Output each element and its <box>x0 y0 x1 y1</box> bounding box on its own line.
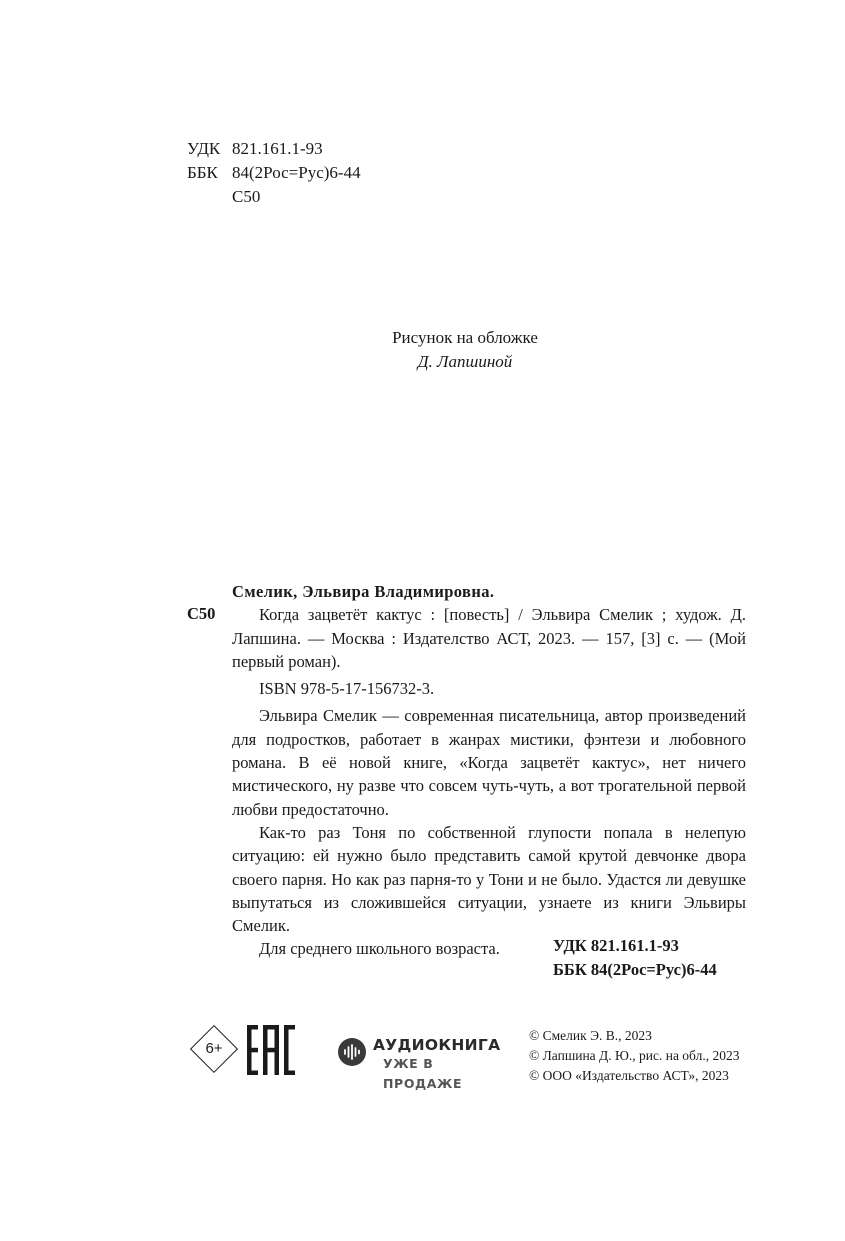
udk-row <box>553 934 717 958</box>
record-cutter: С50 <box>187 604 216 623</box>
annotation-paragraph: Эльвира Смелик — современная писательница, автор произведений для подростков, работает в жанрах мистики, фэнтези и любовного романа. В её новой книге, «Когда зацветёт кактус», нет ничего мистического, ну разве что совсем чуть-чуть, а вот трогательной первой любви предостаточно. <box>232 706 746 819</box>
bbk-value: 84(2Рос=Рус)6-44 <box>590 960 717 979</box>
bibliographic-record <box>232 580 746 961</box>
copyright-line: © Смелик Э. В., 2023 <box>529 1028 652 1043</box>
author-heading: Смелик, Эльвира Владимировна. <box>232 582 495 601</box>
copyright-line: © ООО «Издательство АСТ», 2023 <box>529 1068 729 1083</box>
bibliographic-entry: Когда зацветёт кактус : [повесть] / Эльвира Смелик ; худож. Д. Лапшина. — Москва : Издателство АСТ, 2023. — 157, [3] с. — (Мой первый роман). <box>232 605 746 671</box>
bbk-value: 84(2Рос=Рус)6-44 <box>232 163 361 182</box>
copyright-block <box>529 1026 739 1086</box>
audiobook-title: АУДИОКНИГА <box>373 1036 501 1054</box>
udk-value: 821.161.1-93 <box>590 936 679 955</box>
isbn: ISBN 978-5-17-156732-3. <box>259 679 435 699</box>
bbk-row <box>187 161 361 185</box>
audience-note: Для среднего школьного возраста. <box>259 939 500 959</box>
illustration-credit <box>0 326 845 374</box>
udk-value: 821.161.1-93 <box>232 139 323 158</box>
copyright-line: © Лапшина Д. Ю., рис. на обл., 2023 <box>529 1048 740 1063</box>
udk-label: УДК <box>187 139 221 158</box>
age-rating-badge <box>189 1024 239 1074</box>
bbk-label: ББК <box>553 960 587 979</box>
audiobook-subtitle: УЖЕ В ПРОДАЖЕ <box>383 1056 463 1091</box>
udk-row <box>187 137 361 161</box>
eac-mark-icon <box>246 1024 296 1076</box>
cutter-code: С50 <box>232 187 261 206</box>
classification-codes <box>553 934 717 982</box>
bbk-row <box>553 958 717 982</box>
illustration-credit-line1: Рисунок на обложке <box>392 328 538 347</box>
header-codes <box>187 137 361 209</box>
age-rating-text: 6+ <box>205 1040 223 1057</box>
illustration-credit-line2: Д. Лапшиной <box>417 352 513 371</box>
bbk-label: ББК <box>187 163 218 182</box>
udk-label: УДК <box>553 936 587 955</box>
audio-wave-icon <box>337 1037 367 1067</box>
annotation-paragraph: Как-то раз Тоня по собственной глупости попала в нелепую ситуацию: ей нужно было представить самой крутой девчонке двора своего парня. Но как раз парня-то у Тони и не было. Удастся ли девушке выпутаться из сложившейся ситуации, узнаете из книги Эльвиры Смелик. <box>232 822 746 936</box>
audiobook-badge <box>337 1032 501 1091</box>
